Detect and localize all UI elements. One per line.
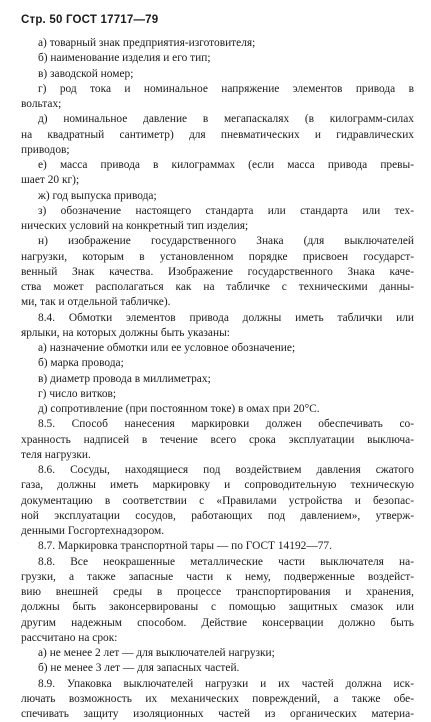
text-line: нических условий на конкретный тип изделия; <box>21 220 249 232</box>
text-line: ж) год выпуска привода; <box>38 189 157 202</box>
page-number: Стр. 50 <box>21 14 63 26</box>
text-line: 8.6. Сосуды, находящиеся под воздействием давления сжатого <box>38 464 414 476</box>
text-line: е) масса привода в килограммах (если масса привода превы- <box>38 159 414 171</box>
text-line: венный Знак качества. Изображение государственного Знака каче- <box>21 265 414 278</box>
text-line: лючать возможность их механических повреждений, а также обе- <box>21 692 414 705</box>
text-line: ства может располагаться как на табличке с техническими данны- <box>21 281 414 293</box>
text-line: денными Госгортехнадзором. <box>21 525 165 537</box>
text-line: б) марка провода; <box>38 357 124 370</box>
text-line: рассчитано на срок: <box>21 631 118 644</box>
page-header <box>21 14 158 26</box>
text-line: ной эксплуатации сосудов, работающих под давлением», утверж- <box>21 509 414 522</box>
text-line: д) номинальное давление в мегапаскалях (в килограмм-силах <box>38 113 414 126</box>
text-line: вольтах; <box>21 98 62 110</box>
text-line: в) заводской номер; <box>38 67 134 80</box>
text-line: вию внешней среды в процессе транспортирования и хранения, <box>21 586 414 598</box>
text-line: приводов; <box>21 143 70 156</box>
text-line: шает 20 кг); <box>21 174 80 187</box>
text-line: ярлыки, на которых должны быть указаны: <box>21 326 230 339</box>
text-line: 8.8. Все неокрашенные металлические части выключателя на- <box>38 555 414 568</box>
text-line: 8.9. Упаковка выключателей нагрузки и их частей должна иск- <box>38 677 414 690</box>
text-line: а) товарный знак предприятия-изготовителя; <box>38 37 256 49</box>
text-line: н) изображение государственного Знака (для выключателей <box>38 235 414 248</box>
text-line: газа, должны иметь маркировку и сопроводительную техническую <box>21 479 414 492</box>
text-line: теля нагрузки. <box>21 448 91 461</box>
text-line: нагрузки, которым в установленном порядке присвоен государст- <box>21 250 414 263</box>
text-line: 8.4. Обмотки элементов привода должны иметь таблички или <box>38 311 414 324</box>
text-line: документацию в соответствии с «Правилами устройства и безопас- <box>21 494 414 507</box>
text-line: на квадратный сантиметр) для пневматических и гидравлических <box>21 128 414 141</box>
text-line: з) обозначение настоящего стандарта или стандарта или тех- <box>38 204 414 217</box>
document-body <box>21 36 414 722</box>
standard-code: ГОСТ 17717—79 <box>65 14 159 26</box>
text-line: должны быть законсервированы с помощью защитных смазок или <box>21 601 414 614</box>
text-line: грузки, а также запасные части к нему, подверженные воздейст- <box>21 570 414 583</box>
text-line: 8.7. Маркировка транспортной тары — по ГОСТ 14192—77. <box>38 540 332 553</box>
text-line: в) диаметр провода в миллиметрах; <box>38 372 211 385</box>
text-line: б) наименование изделия и его тип; <box>38 52 211 65</box>
text-line: ми, так и отдельной табличке). <box>21 296 171 309</box>
text-line: б) не менее 3 лет — для запасных частей. <box>38 662 240 675</box>
text-line: а) назначение обмотки или ее условное обозначение; <box>38 342 296 354</box>
text-line: спечивать защиту изоляционных частей из органических материа- <box>21 708 414 720</box>
text-line: хранность надписей в течение всего срока эксплуатации выключа- <box>21 433 414 446</box>
text-line: г) число витков; <box>38 387 117 400</box>
text-line: д) сопротивление (при постоянном токе) в омах при 20°С. <box>38 403 320 415</box>
text-line: г) род тока и номинальное напряжение элементов привода в <box>38 82 414 95</box>
text-line: а) не менее 2 лет — для выключателей нагрузки; <box>38 647 275 659</box>
text-line: другим надежным способом. Действие консервации должно быть <box>21 616 414 629</box>
text-line: 8.5. Способ нанесения маркировки должен обеспечивать со- <box>38 418 414 431</box>
